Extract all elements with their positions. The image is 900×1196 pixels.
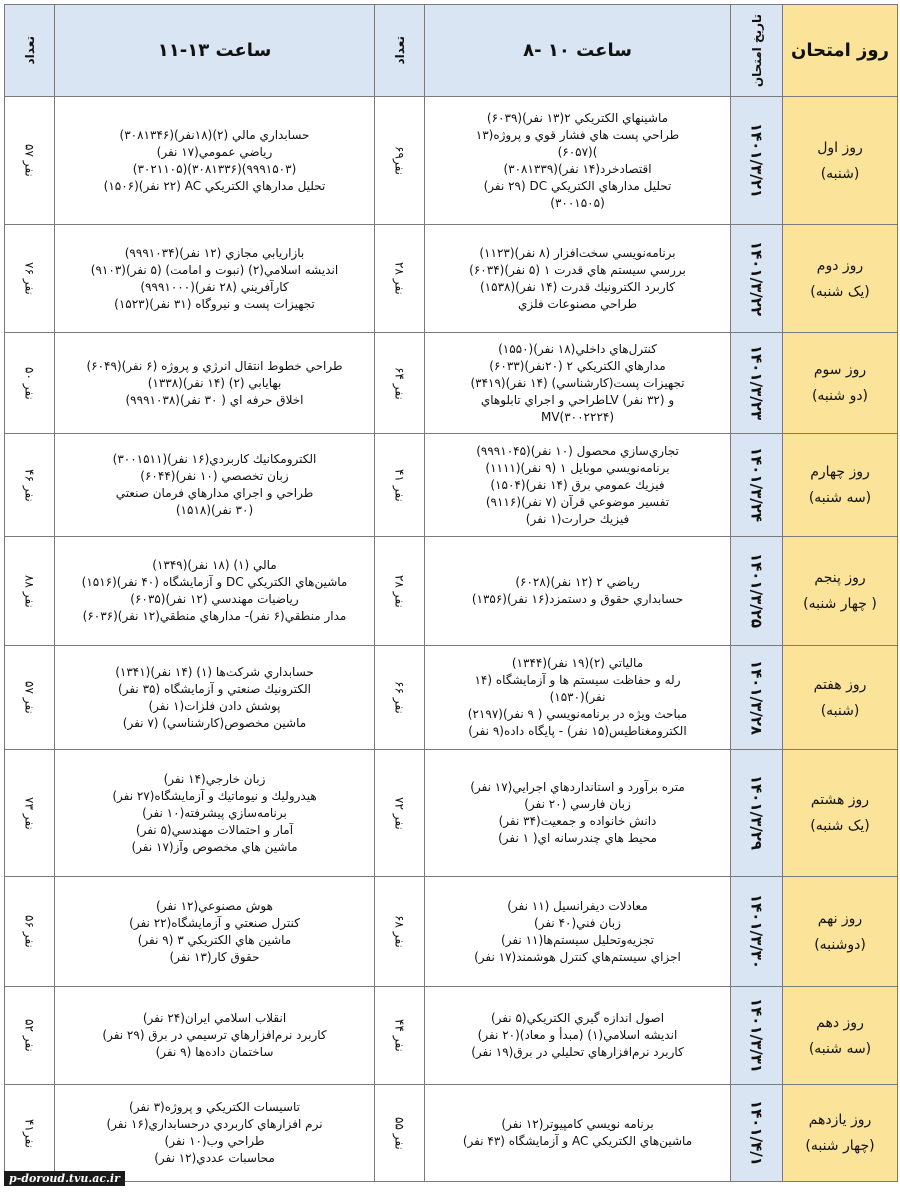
session-2-courses-cell (55, 333, 375, 434)
course-line: تاسيسات الكتريكي و پروژه(۳ نفر) (129, 1100, 300, 1114)
course-line: مالياتي (۲)(۱۹ نفر)(۱۳۴۴) (511, 656, 644, 670)
count-value: ۴۴ نفر (392, 1019, 407, 1052)
session-1-courses-cell (425, 537, 731, 646)
session-2-courses-cell (55, 646, 375, 750)
exam-day-cell (783, 434, 898, 537)
course-line: ماشين‌هاي الكتريكي DC و آزمايشگاه (۴۰ نفر)(۱۵۱۶) (81, 575, 348, 589)
course-line: الكترومغناطيس(۱۵ نفر) - پايگاه داده(۹ نفر) (468, 724, 687, 738)
course-line: برنامه‌نويسي سخت‌افزار (۸ نفر)(۱۱۲۳) (479, 245, 676, 260)
session-1-count-cell (375, 97, 425, 225)
course-line: طراحي و اجراي مدارهاي فرمان صنعتي (115, 486, 314, 500)
header-count-2: تعداد (5, 5, 55, 97)
day-name: روز هفتم (813, 676, 867, 693)
course-line: مالي (۱) (۱۸ نفر)(۱۳۴۹) (152, 558, 277, 572)
header-session-1: ساعت ۱۰ -۸ (425, 5, 731, 97)
course-line: ماشين هاي مخصوص وآز(۱۷ نفر) (131, 839, 298, 854)
course-line: الكترونيك صنعتي و آزمايشگاه (۳۵ نفر) (118, 681, 311, 696)
course-line: حقوق كار(۱۳ نفر) (169, 949, 260, 964)
day-name: روز سوم (813, 362, 867, 378)
course-line: انقلاب اسلامي ايران(۲۴ نفر) (142, 1011, 287, 1025)
course-line: مدار منطقي(۶ نفر)- مدارهاي منطقي(۱۲ نفر)(۶۰۳۶) (82, 609, 347, 623)
header-exam-day: روز امتحان (783, 5, 898, 97)
session-1-courses-cell (425, 225, 731, 333)
session-1-courses-cell (425, 877, 731, 987)
course-line: رله و حفاظت سيستم ها و آزمايشگاه (۱۴ (474, 673, 681, 687)
course-line: ماشینهاي الكتريكي ۲(۱۳ نفر)(۶۰۳۹) (486, 110, 669, 125)
count-value: ۷۶ نفر (22, 262, 37, 295)
exam-day-cell (783, 987, 898, 1085)
course-line: تجاري‌سازي محصول (۱۰ نفر)(۹۹۹۱۰۴۵) (476, 443, 679, 458)
session-1-courses-cell (425, 987, 731, 1085)
session-1-count-cell (375, 225, 425, 333)
weekday-name: (چهار شنبه) (805, 1138, 875, 1154)
exam-day-cell (783, 97, 898, 225)
course-line: هيدروليك و نيوماتيك و آزمايشگاه(۲۷ نفر) (112, 788, 317, 803)
course-line: رياضيات مهندسي (۱۲ نفر)(۶۰۳۵) (130, 592, 299, 606)
session-2-count-cell (5, 987, 55, 1085)
session-2-count-cell (5, 1085, 55, 1182)
session-2-courses-cell (55, 1085, 375, 1182)
course-line: انديشه اسلامي(۱) (مبدأ و معاد)(۲۰ نفر) (477, 1028, 678, 1042)
course-line: معادلات ديفرانسيل (۱۱ نفر) (507, 898, 648, 913)
session-2-count-cell (5, 225, 55, 333)
course-line: انديشه اسلامي(۲) (نبوت و امامت) (۵ نفر)(۹۱۰۳) (90, 262, 339, 277)
exam-date-cell (731, 97, 783, 225)
weekday-name: (دوشنبه) (814, 936, 866, 953)
exam-day-cell (783, 877, 898, 987)
exam-day-cell (783, 537, 898, 646)
exam-date-cell (731, 646, 783, 750)
day-name: روز هشتم (810, 792, 870, 808)
course-line: هوش مصنوعي(۱۲ نفر) (156, 898, 273, 913)
session-1-count-cell (375, 750, 425, 877)
session-1-count-cell (375, 434, 425, 537)
session-2-courses-cell (55, 750, 375, 877)
course-line: (۳۰۰۱۵۰۵) (550, 195, 605, 210)
course-line: ساختمان داده‌ها (۹ نفر) (155, 1045, 274, 1059)
course-line: كارآفريني (۲۸ نفر)(۹۹۹۱۰۰۰) (140, 279, 289, 294)
course-line: فيزيك حرارت(۱ نفر) (525, 511, 630, 526)
session-2-count-cell (5, 750, 55, 877)
day-name: روز دهم (816, 1014, 864, 1031)
count-value: ۵۲ نفر (22, 1019, 37, 1052)
count-value: ۵۰ نفر (22, 366, 37, 400)
table-row (5, 537, 898, 646)
exam-day-cell (783, 225, 898, 333)
course-line: نرم افزارهاي كاربردي درحسابداري(۱۶ نفر) (106, 1117, 323, 1131)
course-line: برنامه نويسي كامپيوتر(۱۲ نفر) (501, 1117, 654, 1131)
session-1-courses-cell (425, 1085, 731, 1182)
exam-date: ۱۴۰۱/۳/۲۳ (747, 345, 766, 421)
weekday-name: (یک شنبه) (810, 818, 870, 834)
course-line: و (۳۲ نفر) LVطراحي و اجراي تابلوهاي (480, 392, 675, 407)
weekday-name: (سه شنبه) (808, 490, 872, 506)
course-line: زبان فارسي (۲۰ نفر) (524, 797, 631, 811)
course-line: الكترومكانيك كاربردي(۱۶ نفر)(۳۰۰۱۵۱۱) (112, 452, 317, 466)
session-2-courses-cell (55, 987, 375, 1085)
table-row (5, 750, 898, 877)
weekday-name: (شنبه) (820, 165, 860, 182)
exam-date: ۱۴۰۱/۳/۲۵ (747, 553, 766, 629)
course-line: رياضي ۲ (۱۲ نفر)(۶۰۲۸) (515, 575, 640, 589)
course-line: )(۶۰۵۷) (557, 144, 598, 159)
course-line: طراحي وب(۱۰ نفر) (164, 1134, 265, 1148)
day-name: روز یازدهم (808, 1112, 872, 1128)
count-value: ۶۶ نفر (392, 681, 407, 714)
exam-date: ۱۴۰۱/۳/۳۱ (747, 997, 766, 1074)
count-value: ۴۱نفر (22, 1118, 37, 1148)
course-line: آمار و احتمالات مهندسي(۵ نفر) (135, 822, 294, 837)
session-1-courses-cell (425, 333, 731, 434)
exam-date-cell (731, 877, 783, 987)
exam-day-cell (783, 1085, 898, 1182)
session-1-count-cell (375, 987, 425, 1085)
header-exam-date: تاریخ امتحان (731, 5, 783, 97)
count-value: ۶۴ نفر (392, 366, 407, 400)
count-value: ۲۸ نفر (392, 574, 407, 608)
session-2-courses-cell (55, 225, 375, 333)
exam-date: ۱۴۰۱/۳/۲۹ (747, 775, 766, 851)
exam-date-cell (731, 750, 783, 877)
course-line: پوشش دادن فلزات(۱ نفر) (148, 698, 281, 713)
course-line: اقتصادخرد(۱۴ نفر)(۳۰۸۱۳۳۹) (503, 161, 652, 176)
table-row (5, 225, 898, 333)
course-line: طراحي خطوط انتقال انرژي و پروژه (۶ نفر)(۶۰۴۹) (86, 358, 343, 373)
table-row (5, 646, 898, 750)
course-line: تحليل مدارهاي الكتريكي AC (۲۲ نفر)(۱۵۰۶) (103, 178, 326, 193)
exam-date: ۱۴۰۱/۳/۲۱ (747, 122, 766, 199)
count-value: ۴۶ نفر (22, 468, 37, 502)
exam-day-cell (783, 646, 898, 750)
course-line: محيط هاي چندرسانه اي( ۱ نفر) (498, 831, 657, 845)
session-2-courses-cell (55, 877, 375, 987)
table-row (5, 877, 898, 987)
course-line: تجهيزات پست و نيروگاه (۳۱ نفر)(۱۵۲۳) (114, 296, 315, 311)
course-line: تحليل مدارهاي الكتريكي DC (۲۹ نفر) (483, 178, 672, 193)
session-1-count-cell (375, 646, 425, 750)
table-row (5, 987, 898, 1085)
session-1-courses-cell (425, 750, 731, 877)
course-line: كنترل‌هاي داخلي(۱۸ نفر)(۱۵۵۰) (498, 341, 657, 356)
course-line: حسابداري شركت‌ها (۱) (۱۴ نفر)(۱۳۴۱) (115, 664, 314, 679)
session-2-count-cell (5, 877, 55, 987)
course-line: رياضي عمومي(۱۷ نفر) (156, 144, 273, 159)
course-line: اخلاق حرفه اي ( ۳۰ نفر)(۹۹۹۱۰۳۸) (125, 392, 304, 407)
exam-date: ۱۴۰۱/۴/۱ (747, 1100, 766, 1166)
header-row (5, 5, 898, 97)
weekday-name: ( چهار شنبه) (803, 596, 877, 612)
course-line: مدارهاي الكتريكي ۲ (۲۰نفر)(۶۰۳۳) (489, 358, 666, 373)
course-line: ماشين مخصوص(كارشناسي) (۷ نفر) (122, 715, 307, 730)
count-value: ۸۸ نفر (22, 574, 37, 608)
session-1-count-cell (375, 877, 425, 987)
table-row (5, 1085, 898, 1182)
course-line: ماشين هاي الكتريكي ۳ (۹ نفر) (137, 932, 292, 947)
session-2-count-cell (5, 333, 55, 434)
session-1-count-cell (375, 333, 425, 434)
course-line: MV(۳۰۰۲۲۲۴) (540, 409, 615, 424)
course-line: مباحث ويژه در برنامه‌نويسي ( ۹ نفر)(۲۱۹۷) (467, 707, 688, 721)
schedule-table (4, 4, 898, 1182)
weekday-name: (شنبه) (820, 702, 860, 719)
course-line: برنامه‌سازي پيشرفته(۱۰ نفر) (142, 805, 287, 820)
course-line: كاربرد نرم‌افزارهاي تحليلي در برق(۱۹ نفر) (471, 1045, 684, 1059)
table-row (5, 97, 898, 225)
session-2-courses-cell (55, 537, 375, 646)
day-name: روز چهارم (810, 464, 870, 480)
table-row (5, 333, 898, 434)
course-line: حسابداري مالي (۲)(۱۸نفر)(۳۰۸۱۳۴۶) (119, 127, 310, 142)
course-line: تجزيه‌وتحليل سيستم‌ها(۱۱ نفر) (501, 932, 654, 947)
count-value: ۷۲ نفر (392, 796, 407, 830)
course-line: نفر)(۱۵۳۰) (549, 690, 606, 704)
exam-day-cell (783, 333, 898, 434)
day-name: روز نهم (817, 910, 863, 927)
exam-date: ۱۴۰۱/۳/۲۸ (747, 659, 766, 736)
course-line: بهايابي (۲) (۱۴ نفر)(۱۳۳۸) (147, 375, 282, 390)
course-line: محاسبات عددي(۱۲ نفر) (154, 1151, 275, 1165)
count-value: ۵۵ نفر (392, 1116, 407, 1150)
course-line: (۹۹۹۱۵۰۳)(۳۰۸۱۳۳۶)(۳۰۲۱۱۰۵) (132, 161, 297, 176)
table-row (5, 434, 898, 537)
session-1-courses-cell (425, 646, 731, 750)
session-2-courses-cell (55, 434, 375, 537)
course-line: زبان خارجي(۱۴ نفر) (163, 771, 266, 786)
header-count-1: تعداد (375, 5, 425, 97)
exam-date: ۱۴۰۱/۳/۲۴ (747, 447, 766, 523)
session-2-count-cell (5, 646, 55, 750)
count-value: ۴۱ نفر (392, 468, 407, 502)
course-line: اجزاي سيستم‌هاي كنترل هوشمند(۱۷ نفر) (474, 949, 681, 964)
count-value: ۶۹نفر (392, 146, 407, 175)
course-line: دانش خانواده و جمعيت(۳۴ نفر) (498, 814, 657, 828)
course-line: بررسي سيستم هاي قدرت ۱ (۵ نفر)(۶۰۳۴) (469, 262, 686, 277)
exam-schedule (4, 4, 897, 1186)
header-session-2: ساعت ۱۳-۱۱ (55, 5, 375, 97)
weekday-name: (دو شنبه) (811, 388, 869, 404)
course-line: ماشين‌هاي الكتريكي AC و آزمايشگاه (۴۳ نفر) (462, 1134, 693, 1148)
exam-date-cell (731, 987, 783, 1085)
exam-date-cell (731, 537, 783, 646)
exam-date-cell (731, 225, 783, 333)
session-1-count-cell (375, 1085, 425, 1182)
course-line: زبان فني(۴۰ نفر) (534, 915, 621, 930)
course-line: زبان تخصصي (۱۰ نفر)(۶۰۴۴) (140, 469, 289, 483)
weekday-name: (یک شنبه) (810, 283, 870, 300)
course-line: كاربرد نرم‌افزارهاي ترسيمي در برق (۲۹ نفر) (102, 1028, 327, 1042)
session-1-courses-cell (425, 97, 731, 225)
course-line: طراحي پست هاي فشار قوي و پروژه(۱۳ (475, 127, 680, 142)
session-2-count-cell (5, 537, 55, 646)
course-line: متره برآورد و استانداردهاي اجرايي(۱۷ نفر) (470, 780, 685, 794)
count-value: ۵۷ نفر (22, 144, 37, 177)
count-value: ۷۳ نفر (22, 796, 37, 830)
session-2-count-cell (5, 434, 55, 537)
count-value: ۲۸ نفر (392, 262, 407, 295)
exam-date-cell (731, 1085, 783, 1182)
exam-date: ۱۴۰۱/۳/۳۰ (747, 893, 766, 970)
session-1-courses-cell (425, 434, 731, 537)
course-line: اصول اندازه گيري الكتريكي(۵ نفر) (490, 1011, 665, 1025)
exam-date-cell (731, 333, 783, 434)
count-value: ۶۸ نفر (392, 915, 407, 948)
weekday-name: (سه شنبه) (808, 1040, 872, 1057)
course-line: طراحي مصنوعات فلزي (517, 296, 638, 311)
count-value: ۵۷ نفر (22, 681, 37, 714)
session-2-courses-cell (55, 97, 375, 225)
exam-date: ۱۴۰۱/۳/۲۲ (747, 240, 766, 317)
count-value: ۵۶ نفر (22, 915, 37, 948)
course-line: كاربرد الكترونيك قدرت (۱۴ نفر)(۱۵۳۸) (479, 279, 676, 294)
course-line: تفسير موضوعي قرآن (۷ نفر)(۹۱۱۶) (485, 494, 670, 509)
course-line: حسابداري حقوق و دستمزد(۱۶ نفر)(۱۳۵۶) (471, 592, 684, 606)
day-name: روز اول (817, 139, 863, 156)
course-line: فيزيك عمومي برق (۱۴ نفر)(۱۵۰۴) (490, 477, 665, 492)
exam-date-cell (731, 434, 783, 537)
course-line: تجهيزات پست(كارشناسي) (۱۴ نفر)(۳۴۱۹) (470, 375, 685, 390)
course-line: بازاريابي مجازي (۱۲ نفر)(۹۹۹۱۰۳۴) (124, 245, 305, 260)
day-name: روز دوم (816, 257, 864, 274)
session-2-count-cell (5, 97, 55, 225)
course-line: برنامه‌نويسي موبايل ۱ (۹ نفر)(۱۱۱۱) (485, 460, 670, 475)
session-1-count-cell (375, 537, 425, 646)
course-line: كنترل صنعتي و آزمايشگاه(۲۲ نفر) (129, 915, 300, 930)
exam-day-cell (783, 750, 898, 877)
day-name: روز پنجم (814, 570, 866, 586)
watermark: p-doroud.tvu.ac.ir (4, 1171, 125, 1186)
course-line: (۳۰ نفر)(۱۵۱۸) (175, 503, 254, 517)
